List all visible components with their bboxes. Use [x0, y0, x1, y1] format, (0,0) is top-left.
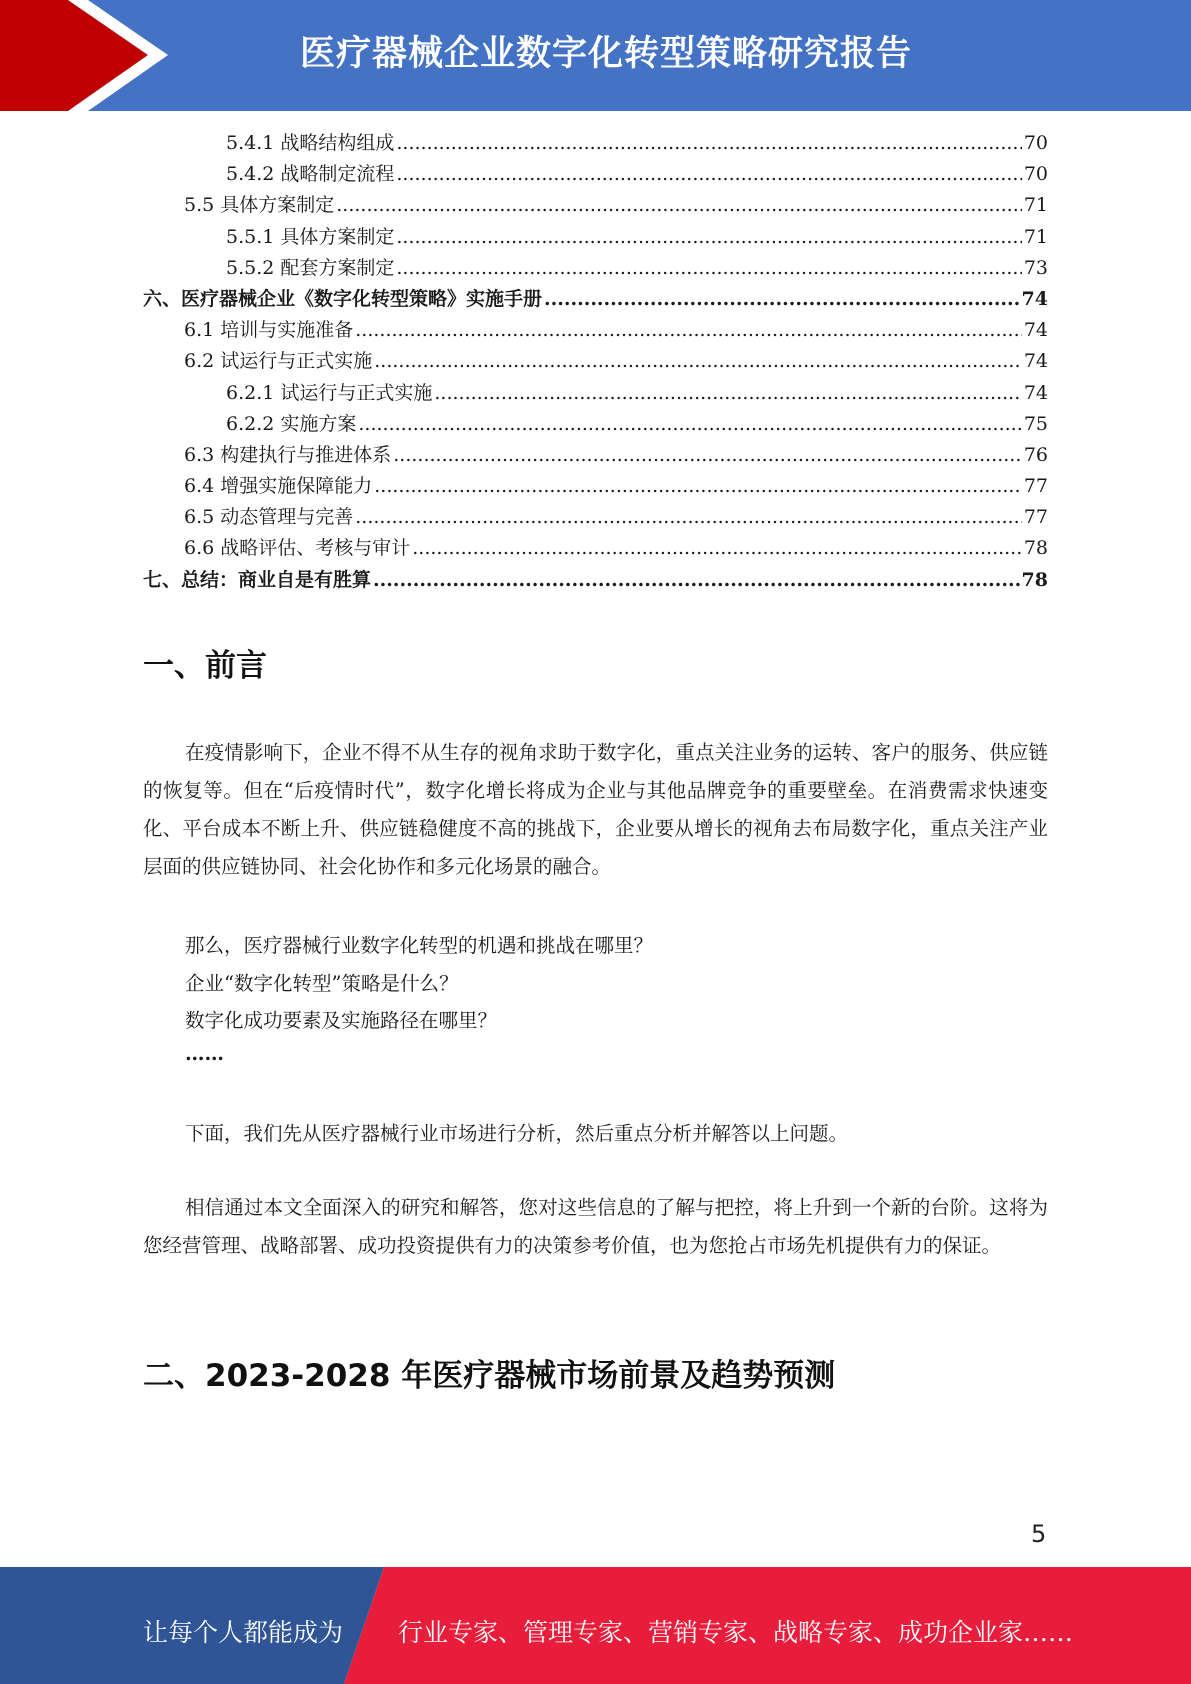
page-number: 5 [1031, 1520, 1047, 1548]
toc-entry-label: 6.1 培训与实施准备 [184, 319, 354, 342]
section-heading-preface: 一、前言 [143, 648, 267, 684]
toc-leader-dots [355, 502, 1022, 533]
toc-entry-label: 6.2 试运行与正式实施 [184, 350, 373, 373]
toc-entry-label: 5.4.2 战略制定流程 [226, 163, 395, 186]
toc-entry[interactable] [143, 284, 1048, 315]
footer-slogan-right: 行业专家、管理专家、营销专家、战略专家、成功企业家…… [398, 1618, 1074, 1647]
toc-entry-label: 6.3 构建执行与推进体系 [184, 443, 392, 466]
toc-entry-page: 77 [1023, 475, 1048, 498]
toc-entry[interactable] [143, 378, 1048, 409]
toc-entry[interactable] [143, 128, 1048, 159]
toc-leader-dots [396, 159, 1021, 190]
question-ellipsis: …… [185, 1042, 224, 1065]
toc-leader-dots [393, 440, 1022, 471]
toc-leader-dots [396, 222, 1021, 253]
toc-entry[interactable] [143, 533, 1048, 564]
table-of-contents [143, 128, 1048, 596]
toc-entry-label: 七、总结：商业自是有胜算 [143, 568, 372, 591]
toc-entry-page: 77 [1023, 506, 1048, 529]
toc-entry[interactable] [143, 222, 1048, 253]
toc-leader-dots [396, 253, 1021, 284]
toc-leader-dots [374, 471, 1022, 502]
toc-entry-label: 6.2.2 实施方案 [226, 412, 357, 435]
toc-entry-label: 6.6 战略评估、考核与审计 [184, 537, 411, 560]
preface-paragraph-3: 相信通过本文全面深入的研究和解答，您对这些信息的了解与把控，将上升到一个新的台阶。这将为您经营管理、战略部署、成功投资提供有力的决策参考价值，也为您抢占市场先机提供有力的保证。 [143, 1196, 1048, 1257]
toc-entry[interactable] [143, 440, 1048, 471]
toc-leader-dots [373, 565, 1020, 596]
page-footer [0, 1567, 1191, 1684]
toc-entry-label: 5.5.1 具体方案制定 [226, 225, 395, 248]
toc-entry-page: 74 [1021, 287, 1048, 310]
toc-leader-dots [434, 378, 1021, 409]
toc-entry[interactable] [143, 471, 1048, 502]
toc-entry-page: 74 [1023, 350, 1048, 373]
toc-entry-page: 74 [1023, 319, 1048, 342]
toc-leader-dots [412, 533, 1022, 564]
toc-entry[interactable] [143, 565, 1048, 596]
toc-entry[interactable] [143, 502, 1048, 533]
question-line: 企业“数字化转型”策略是什么？ [185, 972, 459, 995]
toc-entry-label: 5.4.1 战略结构组成 [226, 132, 395, 154]
toc-entry-page: 70 [1023, 132, 1048, 154]
toc-leader-dots [358, 409, 1021, 440]
toc-entry[interactable] [143, 159, 1048, 190]
preface-paragraph-2: 下面，我们先从医疗器械行业市场进行分析，然后重点分析并解答以上问题。 [185, 1122, 849, 1145]
page-header [0, 0, 1191, 111]
toc-entry[interactable] [143, 190, 1048, 221]
toc-entry-page: 76 [1023, 443, 1048, 466]
toc-leader-dots [336, 190, 1022, 221]
toc-entry-page: 74 [1023, 381, 1048, 404]
preface-paragraph-1: 在疫情影响下，企业不得不从生存的视角求助于数字化，重点关注业务的运转、客户的服务、供应链的恢复等。但在“后疫情时代”，数字化增长将成为企业与其他品牌竞争的重要壁垒。在消费需求快速变化、平台成本不断上升、供应链稳健度不高的挑战下，企业要从增长的视角去布局数字化，重点关注产业层面的供应链协同、社会化协作和多元化场景的融合。 [143, 741, 1048, 878]
toc-entry-label: 6.4 增强实施保障能力 [184, 475, 373, 498]
toc-entry[interactable] [143, 346, 1048, 377]
footer-slogan-left: 让每个人都能成为 [143, 1618, 344, 1647]
toc-entry-page: 71 [1023, 225, 1048, 248]
toc-leader-dots [544, 284, 1020, 315]
toc-entry-label: 6.5 动态管理与完善 [184, 506, 354, 529]
toc-entry-label: 5.5 具体方案制定 [184, 194, 335, 217]
toc-leader-dots [374, 346, 1022, 377]
toc-entry-page: 78 [1023, 537, 1048, 560]
toc-entry-label: 6.2.1 试运行与正式实施 [226, 381, 433, 404]
toc-entry[interactable] [143, 315, 1048, 346]
toc-entry[interactable] [143, 253, 1048, 284]
toc-entry-page: 70 [1023, 163, 1048, 186]
toc-entry[interactable] [143, 409, 1048, 440]
toc-entry-page: 73 [1023, 256, 1048, 279]
toc-leader-dots [355, 315, 1022, 346]
toc-entry-page: 78 [1021, 568, 1048, 591]
toc-entry-label: 六、医疗器械企业《数字化转型策略》实施手册 [143, 287, 543, 310]
toc-entry-page: 75 [1023, 412, 1048, 435]
toc-entry-label: 5.5.2 配套方案制定 [226, 256, 395, 279]
document-title: 医疗器械企业数字化转型策略研究报告 [300, 34, 913, 74]
question-line: 那么，医疗器械行业数字化转型的机遇和挑战在哪里？ [185, 934, 654, 957]
toc-entry-page: 71 [1023, 194, 1048, 217]
section-heading-market-outlook: 二、2023-2028 年医疗器械市场前景及趋势预测 [143, 1358, 836, 1394]
question-line: 数字化成功要素及实施路径在哪里？ [185, 1009, 498, 1032]
toc-leader-dots [396, 128, 1021, 159]
